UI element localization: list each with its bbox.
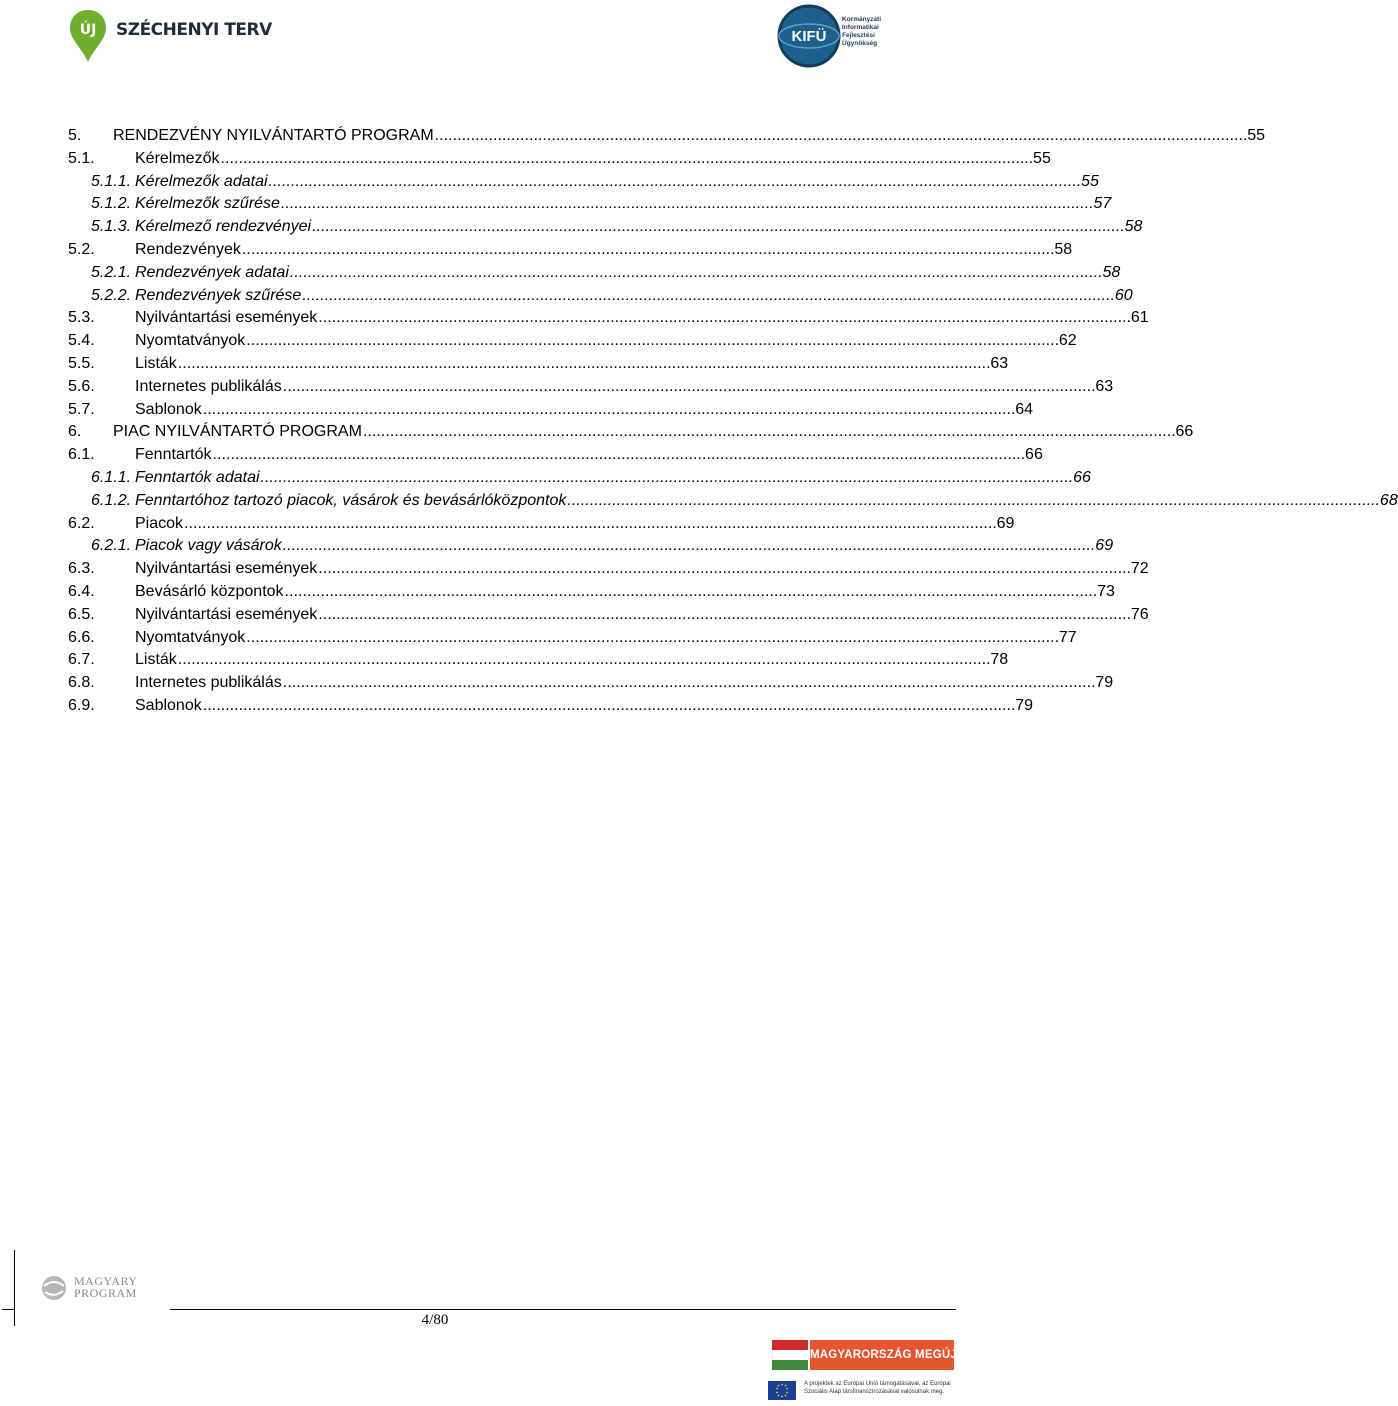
toc-entry-page: 69	[1095, 537, 1114, 555]
toc-entry[interactable]	[68, 513, 1015, 536]
kifu-subtitle-line: Fejlesztési	[842, 32, 875, 39]
toc-dot-leader	[261, 467, 1072, 490]
toc-dot-leader	[212, 444, 1023, 467]
toc-dot-leader	[178, 649, 989, 672]
toc-entry-title: Fenntartók	[135, 446, 212, 464]
toc-dot-leader	[363, 421, 1174, 444]
toc-dot-leader	[312, 216, 1123, 239]
toc-entry-title: Listák	[135, 651, 177, 669]
footer-horizontal-rule	[170, 1309, 956, 1310]
toc-dot-leader	[567, 490, 1378, 513]
toc-dot-leader	[435, 125, 1246, 148]
magyary-text	[74, 1275, 138, 1299]
toc-dot-leader	[184, 513, 995, 536]
toc-entry-number: 6.8.	[68, 674, 95, 692]
toc-entry[interactable]	[68, 649, 1009, 672]
toc-entry-page: 72	[1130, 560, 1149, 578]
toc-entry-number: 5.2.1.	[91, 263, 132, 281]
uj-pin-icon	[68, 8, 108, 64]
toc-entry-page: 64	[1015, 400, 1034, 418]
footer-vertical-rule	[14, 1250, 15, 1326]
kifu-subtitle-line: Kormányzati	[842, 16, 882, 23]
toc-dot-leader	[281, 193, 1092, 216]
toc-dot-leader	[283, 535, 1094, 558]
toc-entry[interactable]	[68, 558, 1149, 581]
toc-entry-number: 6.2.1.	[91, 537, 132, 555]
toc-dot-leader	[246, 627, 1057, 650]
toc-entry-title: Kérelmezők adatai	[135, 172, 268, 190]
toc-entry[interactable]	[68, 421, 1194, 444]
toc-entry[interactable]	[68, 467, 1091, 490]
toc-entry-page: 55	[1247, 127, 1266, 144]
toc-entry-title: Nyilvántartási események	[135, 560, 318, 578]
toc-entry-page: 79	[1095, 674, 1114, 692]
toc-entry-page: 63	[1095, 377, 1114, 395]
toc-entry-title: Internetes publikálás	[135, 674, 282, 692]
toc-dot-leader	[290, 262, 1101, 285]
toc-entry-title: Piacok	[135, 514, 184, 532]
toc-entry-number: 5.1.3.	[91, 218, 132, 236]
magyary-program-logo	[40, 1272, 150, 1306]
toc-entry-title: Kérelmező rendezvényei	[135, 218, 312, 236]
kifu-globe-icon	[776, 4, 842, 68]
kifu-subtitle-line: Ügynökség	[842, 40, 878, 47]
toc-entry[interactable]	[68, 285, 1133, 308]
toc-entry-title: Sablonok	[135, 696, 202, 714]
toc-entry-page: 76	[1130, 605, 1149, 623]
toc-entry[interactable]	[68, 148, 1051, 171]
toc-entry-title: Kérelmezők szűrése	[135, 195, 280, 213]
toc-dot-leader	[285, 581, 1096, 604]
toc-entry-number: 5.6.	[68, 377, 95, 395]
toc-entry-title: Fenntartók adatai	[135, 468, 260, 486]
toc-dot-leader	[302, 285, 1113, 308]
toc-dot-leader	[246, 330, 1057, 353]
toc-entry[interactable]	[68, 171, 1099, 194]
toc-entry-page: 62	[1058, 332, 1077, 350]
toc-entry-number: 6.2.	[68, 514, 95, 532]
magyary-line: PROGRAM	[74, 1286, 137, 1300]
svg-text:KIFÜ: KIFÜ	[791, 28, 827, 45]
toc-dot-leader	[283, 672, 1094, 695]
toc-entry[interactable]	[68, 535, 1114, 558]
toc-entry-page: 61	[1130, 309, 1149, 327]
toc-entry-page: 66	[1073, 468, 1091, 486]
hungarian-flag-icon	[772, 1340, 808, 1370]
toc-entry[interactable]	[68, 695, 1034, 718]
toc-entry-number: 5.2.	[68, 240, 95, 258]
toc-entry-title: Rendezvények szűrése	[135, 286, 302, 304]
toc-entry-number: 6.1.	[68, 446, 95, 464]
toc-entry-page: 58	[1102, 263, 1121, 281]
toc-entry-title: PIAC NYILVÁNTARTÓ PROGRAM	[113, 423, 362, 441]
toc-entry[interactable]	[68, 239, 1073, 262]
toc-entry-page: 79	[1015, 696, 1034, 714]
toc-entry-number: 5.1.2.	[91, 195, 132, 213]
toc-entry[interactable]	[68, 399, 1034, 422]
toc-dot-leader	[203, 695, 1014, 718]
toc-entry[interactable]	[68, 604, 1149, 627]
toc-dot-leader	[203, 399, 1014, 422]
toc-dot-leader	[318, 604, 1129, 627]
toc-entry-page: 58	[1054, 240, 1073, 258]
toc-entry-number: 6.1.2.	[91, 491, 132, 509]
toc-entry-page: 57	[1093, 195, 1112, 213]
toc-entry[interactable]	[68, 376, 1114, 399]
toc-entry-page: 55	[1033, 149, 1051, 167]
toc-entry-title: Nyomtatványok	[135, 628, 246, 646]
toc-entry[interactable]	[68, 330, 1077, 353]
toc-entry[interactable]	[68, 125, 1266, 148]
toc-dot-leader	[220, 148, 1031, 171]
toc-entry-title: Nyilvántartási események	[135, 309, 318, 327]
toc-entry-page: 63	[990, 354, 1009, 372]
toc-entry-page: 69	[996, 514, 1015, 532]
toc-dot-leader	[269, 171, 1080, 194]
magyary-globe-icon	[40, 1274, 68, 1302]
page-number: 4/80	[421, 1312, 449, 1328]
toc-entry-title: Listák	[135, 354, 177, 372]
toc-entry-page: 66	[1025, 446, 1043, 464]
magyarorszag-megujul-banner: MAGYARORSZÁG MEGÚJUL	[810, 1340, 954, 1370]
toc-entry-number: 5.1.1.	[91, 172, 132, 190]
toc-dot-leader	[178, 353, 989, 376]
toc-entry[interactable]	[68, 262, 1121, 285]
toc-entry-page: 55	[1081, 172, 1099, 190]
toc-entry-page: 73	[1097, 582, 1115, 600]
toc-entry-number: 6.6.	[68, 628, 95, 646]
toc-entry[interactable]	[68, 627, 1077, 650]
toc-entry-number: 5.5.	[68, 354, 95, 372]
toc-entry-number: 6.5.	[68, 605, 95, 623]
footer-tick-rule	[2, 1309, 15, 1310]
toc-entry-page: 68	[1379, 491, 1398, 509]
toc-entry-title: Rendezvények adatai	[135, 263, 289, 281]
magyary-line: MAGYARY	[74, 1274, 138, 1288]
toc-entry[interactable]	[68, 581, 1115, 604]
toc-entry-number: 5.	[68, 127, 82, 144]
eu-funding-caption: A projektek az Európai Unió támogatásával, az Európai Szociális Alap társfinanszírozásával valósulnak meg.	[804, 1381, 951, 1395]
toc-entry-title: Rendezvények	[135, 240, 241, 258]
toc-dot-leader	[242, 239, 1053, 262]
toc-entry-number: 6.4.	[68, 582, 95, 600]
toc-entry-number: 6.3.	[68, 560, 95, 578]
toc-dot-leader	[283, 376, 1094, 399]
toc-dot-leader	[318, 307, 1129, 330]
toc-entry-page: 58	[1124, 218, 1143, 236]
toc-entry-number: 5.7.	[68, 400, 95, 418]
toc-entry[interactable]	[68, 490, 1398, 513]
toc-dot-leader	[318, 558, 1129, 581]
toc-entry-title: Sablonok	[135, 400, 202, 418]
kifu-subtitle	[842, 16, 902, 48]
toc-entry[interactable]	[68, 193, 1112, 216]
toc-entry-title: Nyomtatványok	[135, 332, 246, 350]
table-of-contents	[68, 125, 1398, 718]
toc-entry-title: Internetes publikálás	[135, 377, 282, 395]
szechenyi-wordmark: SZÉCHENYI TERV	[116, 20, 272, 40]
toc-entry-number: 5.2.2.	[91, 286, 132, 304]
toc-entry-number: 5.3.	[68, 309, 95, 327]
svg-text:ÚJ: ÚJ	[79, 22, 97, 38]
toc-entry-number: 6.	[68, 423, 82, 441]
toc-entry-page: 78	[990, 651, 1009, 669]
toc-entry-title: Nyilvántartási események	[135, 605, 318, 623]
toc-entry-title: Kérelmezők	[135, 149, 220, 167]
toc-entry[interactable]	[68, 444, 1043, 467]
eu-flag-icon	[768, 1381, 796, 1400]
kifu-logo	[776, 4, 896, 68]
szechenyi-terv-logo	[66, 6, 272, 68]
toc-entry[interactable]	[68, 216, 1143, 239]
toc-entry-title: Piacok vagy vásárok	[135, 537, 282, 555]
toc-entry-page: 60	[1114, 286, 1133, 304]
toc-entry[interactable]	[68, 307, 1149, 330]
toc-entry-title: Fenntartóhoz tartozó piacok, vásárok és bevásárlóközpontok	[135, 491, 567, 509]
toc-entry-number: 6.7.	[68, 651, 95, 669]
toc-entry-number: 6.9.	[68, 696, 95, 714]
toc-entry[interactable]	[68, 672, 1114, 695]
toc-entry-page: 66	[1175, 423, 1194, 441]
toc-entry-page: 77	[1058, 628, 1077, 646]
toc-entry-number: 5.4.	[68, 332, 95, 350]
toc-entry-number: 6.1.1.	[91, 468, 132, 486]
toc-entry[interactable]	[68, 353, 1009, 376]
kifu-subtitle-line: Informatikai	[842, 24, 879, 31]
toc-entry-title: Bevásárló központok	[135, 582, 284, 600]
toc-entry-title: RENDEZVÉNY NYILVÁNTARTÓ PROGRAM	[113, 127, 434, 144]
toc-entry-number: 5.1.	[68, 149, 95, 167]
